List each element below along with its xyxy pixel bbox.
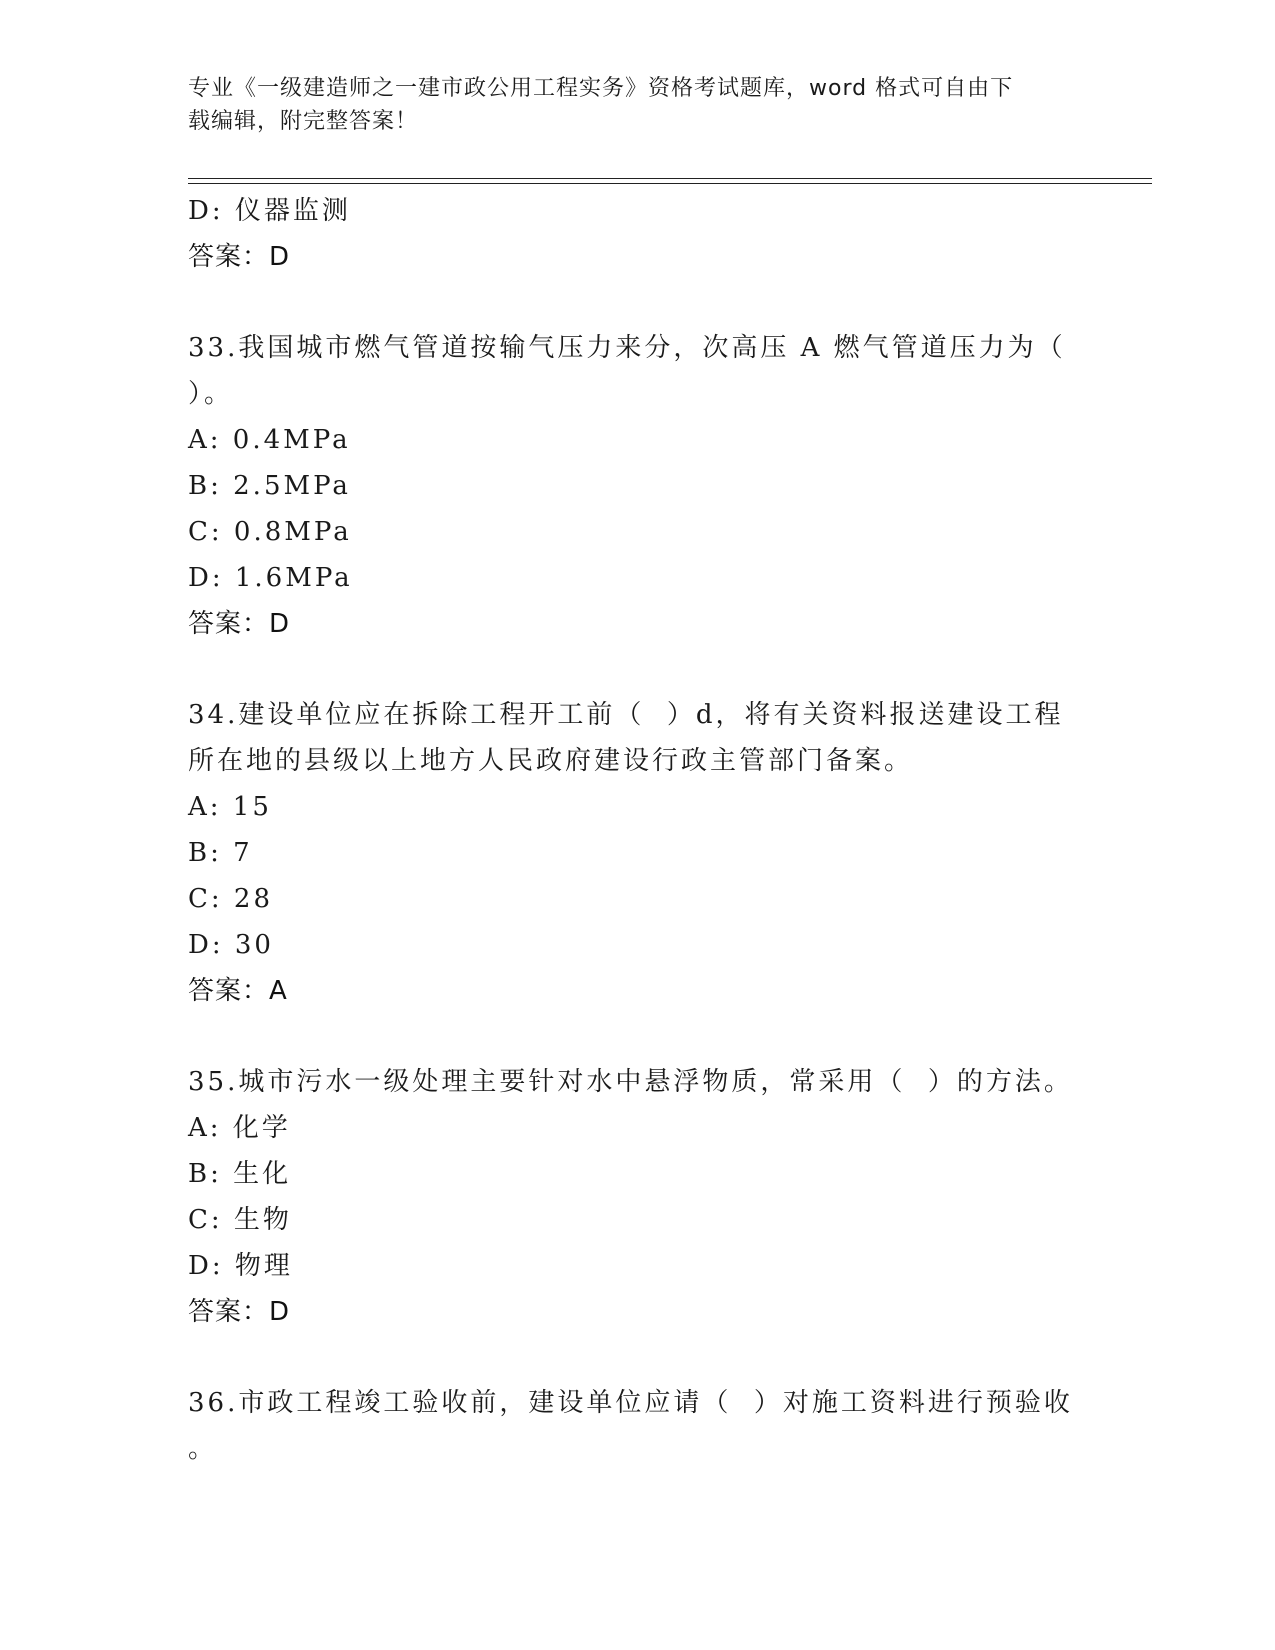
question-content	[188, 188, 1088, 1472]
option-d: D: 30	[188, 930, 274, 960]
question-stem: 35.城市污水一级处理主要针对水中悬浮物质，常采用（ ）的方法。	[188, 1067, 1073, 1097]
question-stem-continued: ）。	[188, 379, 234, 409]
question-35	[188, 1059, 1088, 1335]
answer-line: 答案：D	[188, 1297, 291, 1327]
spacer	[188, 1014, 1088, 1059]
spacer	[188, 1335, 1088, 1380]
option-d: D: 仪器监测	[188, 196, 351, 226]
option-a: A: 15	[188, 792, 272, 822]
question-stem-continued: 所在地的县级以上地方人民政府建设行政主管部门备案。	[188, 746, 914, 776]
question-stem-continued: 。	[188, 1434, 218, 1464]
option-c: C: 0.8MPa	[188, 517, 352, 547]
spacer	[188, 280, 1088, 325]
question-33	[188, 325, 1088, 647]
header-divider-top	[188, 178, 1152, 179]
document-header	[188, 72, 1088, 138]
option-b: B: 生化	[188, 1159, 292, 1189]
header-line-1: 专业《一级建造师之一建市政公用工程实务》资格考试题库，word 格式可自由下	[188, 76, 1014, 101]
question-stem: 36.市政工程竣工验收前，建设单位应请（ ）对施工资料进行预验收	[188, 1388, 1073, 1418]
answer-line: 答案：D	[188, 242, 291, 272]
answer-line: 答案：A	[188, 976, 288, 1006]
spacer	[188, 647, 1088, 692]
answer-line: 答案：D	[188, 609, 291, 639]
header-divider-bottom	[188, 183, 1152, 184]
question-stem: 33.我国城市燃气管道按输气压力来分，次高压 A 燃气管道压力为（	[188, 333, 1066, 363]
option-c: C: 28	[188, 884, 274, 914]
option-a: A: 化学	[188, 1113, 291, 1143]
option-b: B: 7	[188, 838, 253, 868]
question-36	[188, 1380, 1088, 1472]
question-stem: 34.建设单位应在拆除工程开工前（ ）d，将有关资料报送建设工程	[188, 700, 1064, 730]
question-34	[188, 692, 1088, 1014]
option-d: D: 1.6MPa	[188, 563, 353, 593]
option-d: D: 物理	[188, 1251, 293, 1281]
header-line-2: 载编辑，附完整答案！	[188, 109, 419, 134]
option-c: C: 生物	[188, 1205, 292, 1235]
option-a: A: 0.4MPa	[188, 425, 351, 455]
option-b: B: 2.5MPa	[188, 471, 351, 501]
